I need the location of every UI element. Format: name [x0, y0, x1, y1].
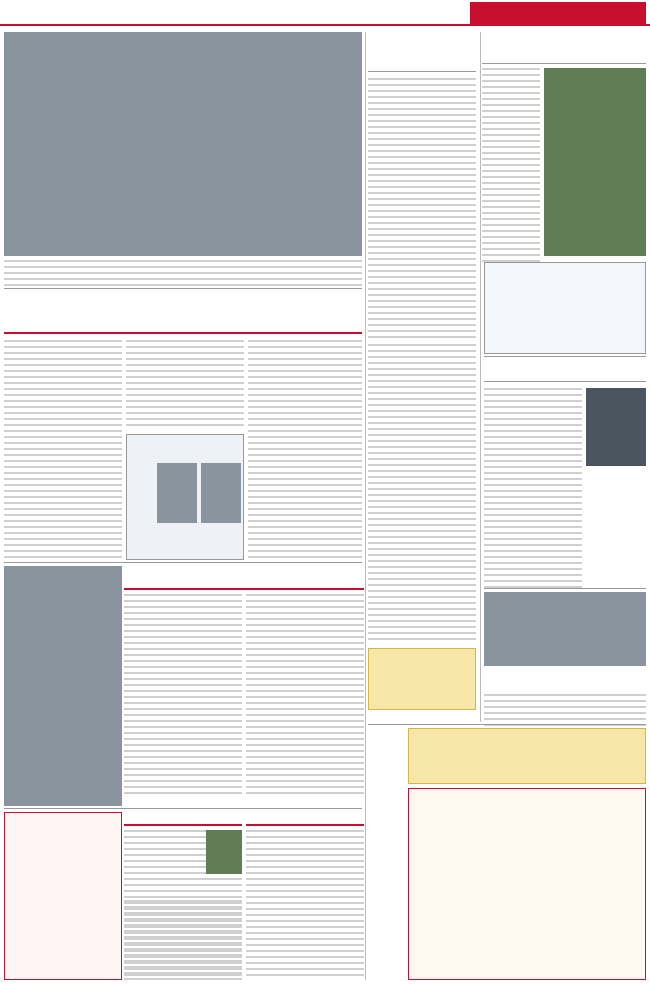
cricket-photo — [4, 32, 362, 256]
section-divider — [4, 808, 362, 809]
team-photo — [484, 592, 646, 666]
test-series-column — [368, 344, 476, 644]
section-divider — [4, 288, 362, 289]
player-photo-left — [157, 463, 197, 523]
column-divider — [365, 32, 366, 980]
article-headline-box — [368, 32, 476, 72]
second-headline-box — [124, 562, 364, 590]
player-photo-right — [201, 463, 241, 523]
third-headline-box — [124, 800, 242, 826]
main-article-column-2 — [126, 340, 244, 430]
manager-photo — [586, 388, 646, 466]
second-article-column-2 — [246, 594, 364, 794]
ipl-photo-box — [126, 434, 244, 560]
second-article-column-1 — [124, 594, 242, 794]
schedule-box — [368, 648, 476, 710]
main-article-column-1 — [4, 340, 122, 560]
section-divider — [368, 724, 646, 725]
tamim-photo — [544, 68, 646, 256]
section-divider — [484, 356, 646, 357]
manager-headline-box — [484, 360, 646, 382]
section-divider — [4, 562, 362, 563]
main-article-column-3 — [248, 340, 362, 560]
bangladesh-flag-photo — [206, 830, 242, 874]
photo-caption — [4, 260, 362, 286]
bottom-article-column-1 — [124, 900, 242, 980]
article-column — [368, 78, 476, 338]
tamim-headline-box — [482, 32, 646, 64]
main-headline-box — [4, 292, 362, 334]
masthead — [0, 0, 650, 26]
section-divider — [484, 588, 646, 589]
tennis-photo — [4, 566, 122, 806]
column-divider — [480, 32, 481, 722]
fourth-headline-box — [246, 800, 364, 826]
bottom-feature-headline — [4, 812, 122, 980]
missing-notice-box — [408, 728, 646, 784]
university-advertisement — [408, 788, 646, 980]
manager-article-column — [484, 388, 582, 588]
truck-advertisement — [484, 262, 646, 354]
tamim-article-column — [482, 68, 540, 262]
fourth-article-column — [246, 830, 364, 980]
paper-name-box — [470, 2, 646, 24]
